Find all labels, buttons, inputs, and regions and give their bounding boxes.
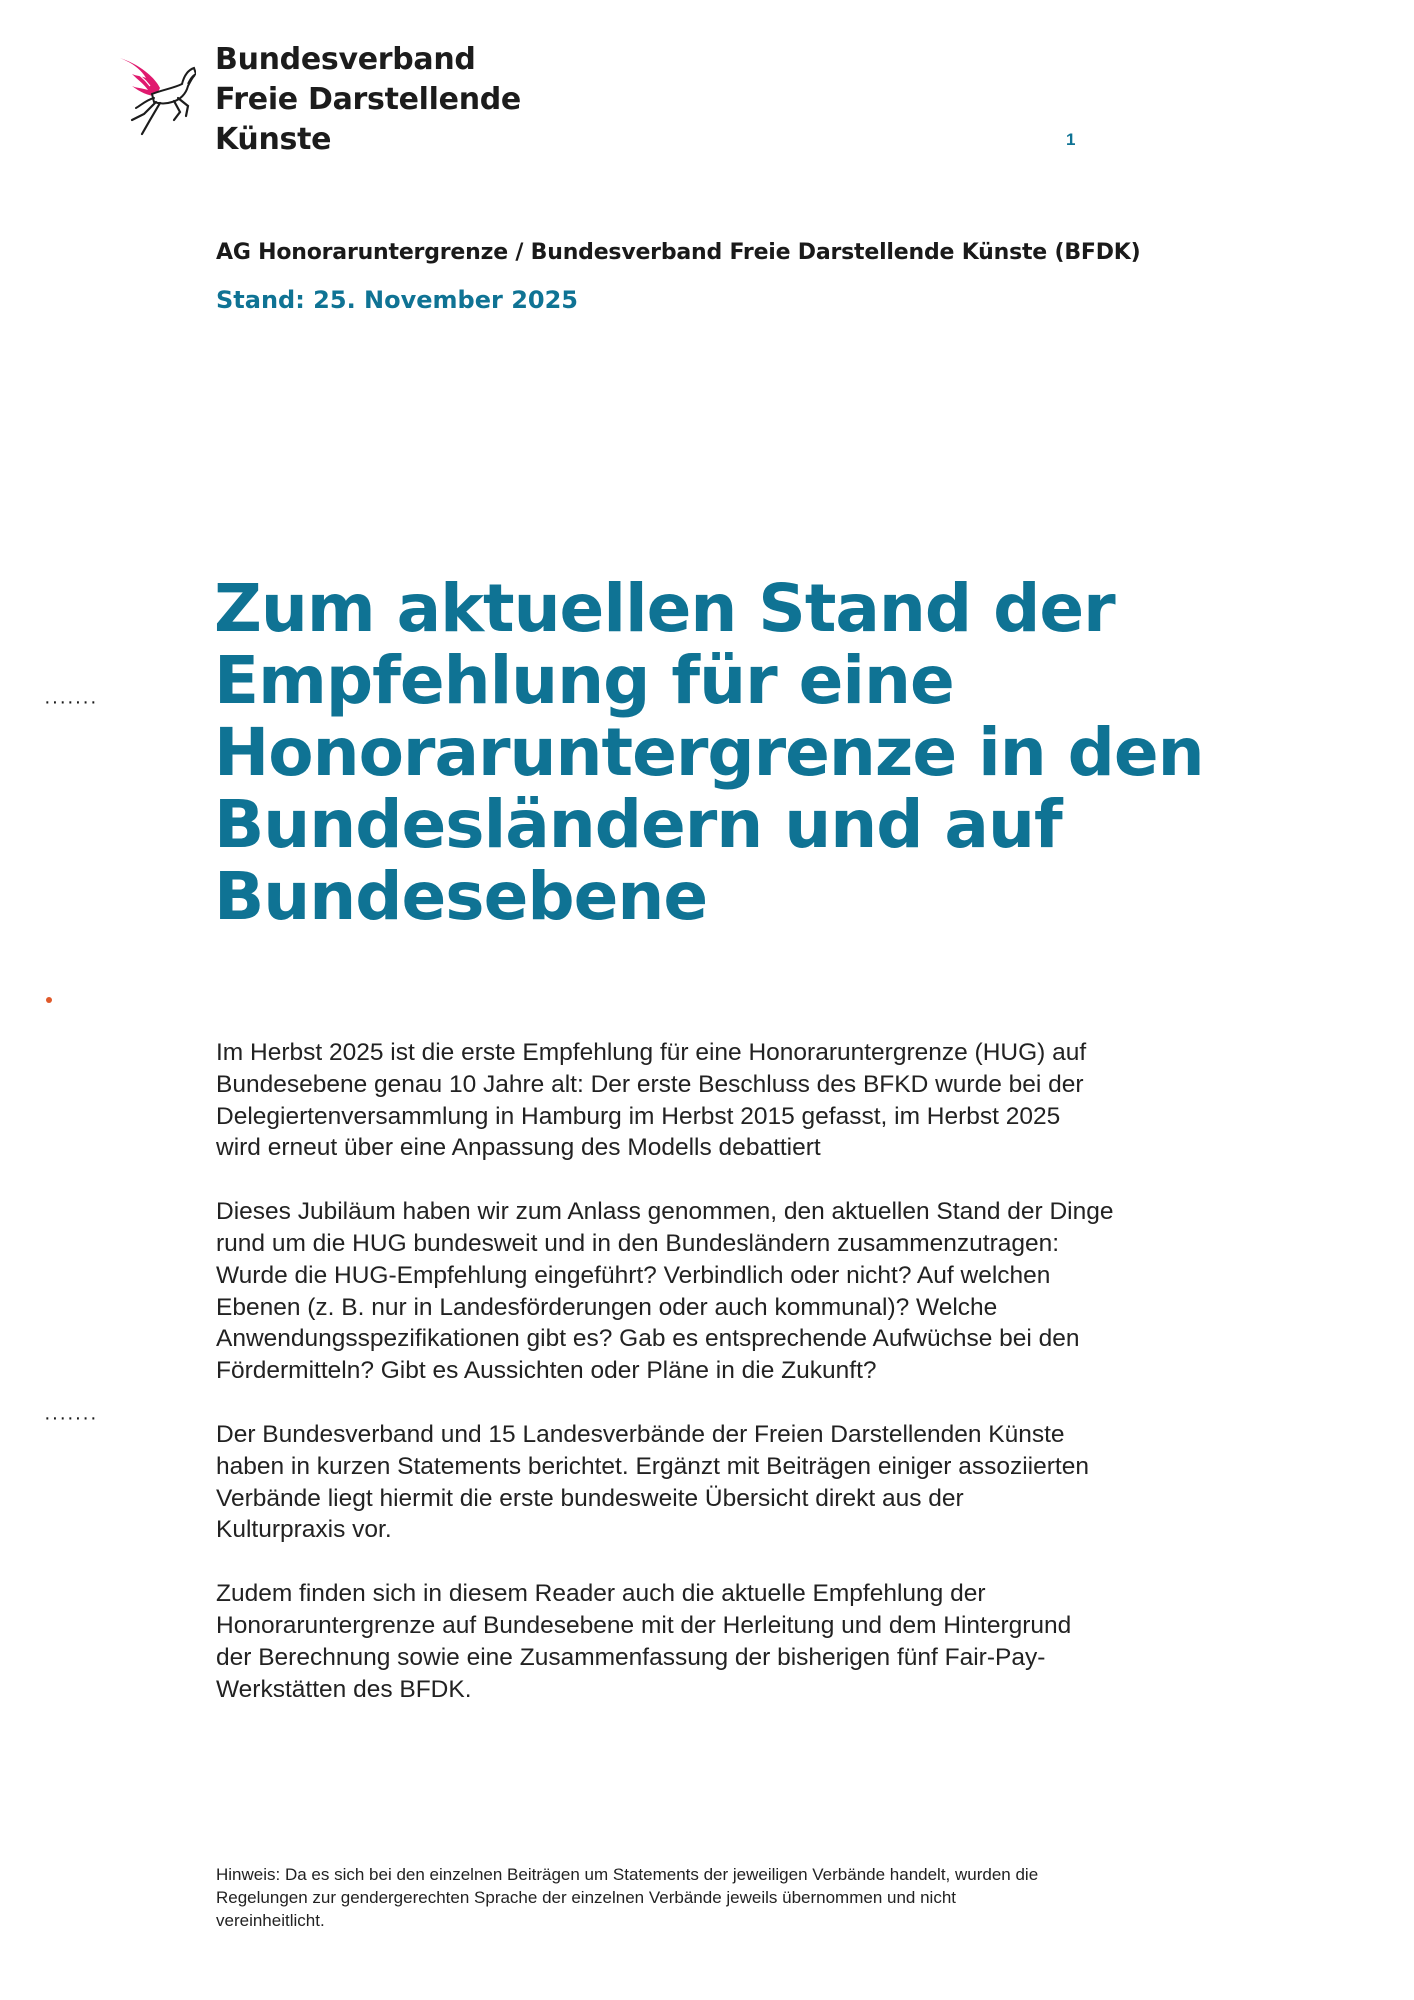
margin-dots-marker: ·······	[44, 691, 98, 713]
org-name-line: Freie Darstellende	[215, 82, 521, 117]
text-line: rund um die HUG bundesweit und in den Bundesländern zusammenzutragen:	[216, 1229, 1060, 1257]
text-line: Verbände liegt hiermit die erste bundesweite Übersicht direkt aus der	[216, 1484, 964, 1512]
text-line: Der Bundesverband und 15 Landesverbände der Freien Darstellenden Künste	[216, 1420, 1065, 1448]
footnote-line: Hinweis: Da es sich bei den einzelnen Beiträgen um Statements der jeweiligen Verbände handelt, wurden die	[216, 1865, 1039, 1884]
text-line: haben in kurzen Statements berichtet. Ergänzt mit Beiträgen einiger assoziierten	[216, 1452, 1089, 1480]
page-title	[214, 570, 1214, 935]
document-date: Stand: 25. November 2025	[216, 286, 578, 314]
text-line: Bundesebene genau 10 Jahre alt: Der erste Beschluss des BFKD wurde bei der	[216, 1070, 1084, 1098]
page-number: 1	[1066, 130, 1076, 149]
document-subtitle: AG Honoraruntergrenze / Bundesverband Freie Darstellende Künste (BFDK)	[216, 240, 1141, 265]
text-line: Dieses Jubiläum haben wir zum Anlass genommen, den aktuellen Stand der Dinge	[216, 1198, 1114, 1226]
text-line: Zudem finden sich in diesem Reader auch die aktuelle Empfehlung der	[216, 1580, 986, 1608]
text-line: Delegiertenversammlung in Hamburg im Herbst 2015 gefasst, im Herbst 2025	[216, 1102, 1061, 1130]
text-line: der Berechnung sowie eine Zusammenfassung der bisherigen fünf Fair-Pay-	[216, 1643, 1046, 1671]
text-line: Im Herbst 2025 ist die erste Empfehlung für eine Honoraruntergrenze (HUG) auf	[216, 1039, 1087, 1066]
footnote-line: Regelungen zur gendergerechten Sprache der einzelnen Verbände jeweils übernommen und nicht	[216, 1888, 956, 1907]
text-line: Anwendungsspezifikationen gibt es? Gab es entsprechende Aufwüchse bei den	[216, 1325, 1080, 1353]
title-line: Empfehlung für eine	[214, 642, 954, 719]
text-line: Werkstätten des BFDK.	[216, 1675, 472, 1703]
text-line: Ebenen (z. B. nur in Landesförderungen oder auch kommunal)? Welche	[216, 1293, 998, 1321]
title-line: Bundesebene	[214, 858, 708, 935]
text-line: Fördermitteln? Gibt es Aussichten oder Pläne in die Zukunft?	[216, 1357, 877, 1385]
text-line: wird erneut über eine Anpassung des Modells debattiert	[216, 1134, 821, 1162]
title-line: Zum aktuellen Stand der	[214, 570, 1115, 647]
text-line: Wurde die HUG-Empfehlung eingeführt? Verbindlich oder nicht? Auf welchen	[216, 1261, 1051, 1289]
text-line: Kulturpraxis vor.	[216, 1516, 392, 1544]
pegasus-logo-icon	[116, 54, 196, 140]
margin-dots-marker: ·······	[44, 1407, 98, 1429]
organization-logo-text	[215, 40, 521, 160]
margin-accent-dot	[46, 997, 52, 1003]
org-name-line: Bundesverband	[215, 42, 476, 77]
body-text	[216, 1005, 1226, 1737]
title-line: Honoraruntergrenze in den	[214, 714, 1204, 791]
text-line: Honoraruntergrenze auf Bundesebene mit der Herleitung und dem Hintergrund	[216, 1611, 1072, 1639]
footnote-line: vereinheitlicht.	[216, 1911, 325, 1930]
footnote	[216, 1863, 1216, 1932]
title-line: Bundesländern und auf	[214, 786, 1062, 863]
org-name-line: Künste	[215, 122, 332, 157]
